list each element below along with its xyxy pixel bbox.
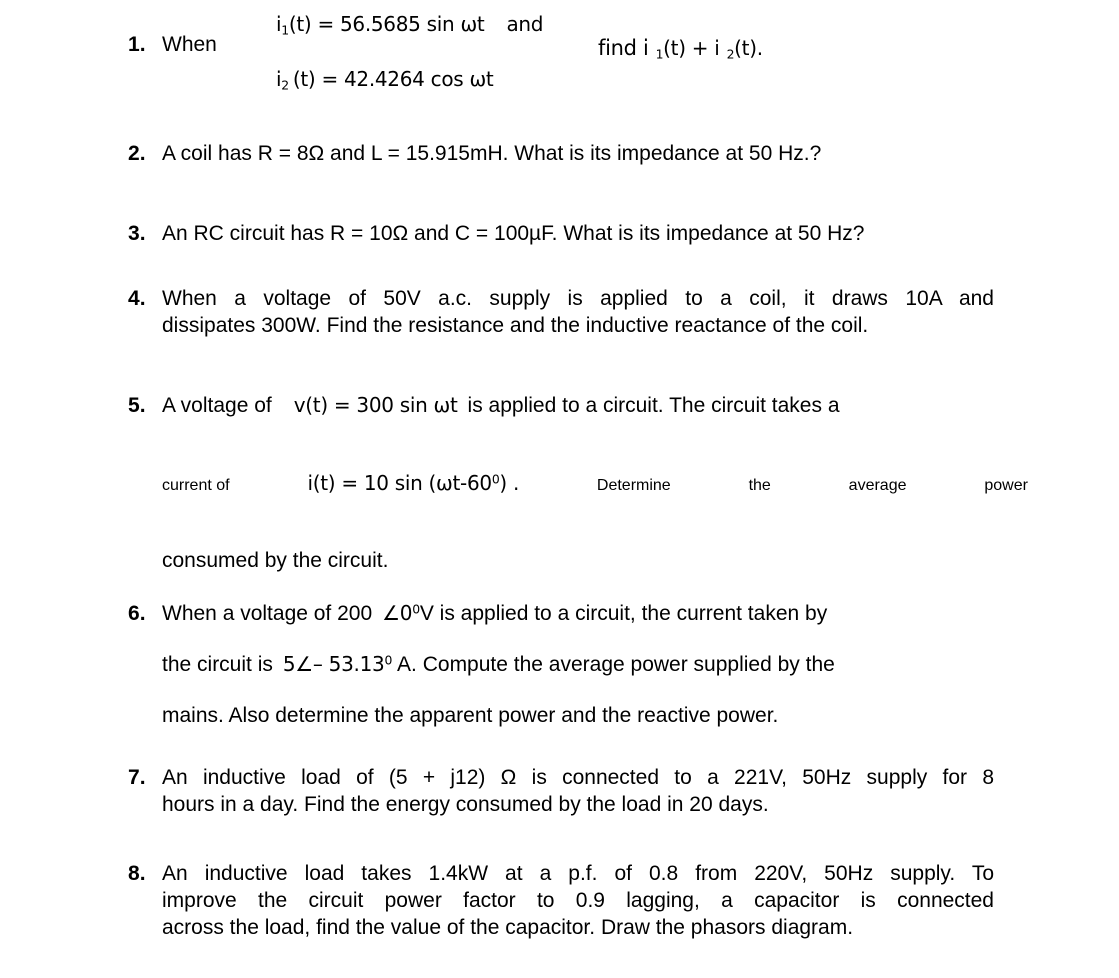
problem-5-equation-i-main: i(t) = 10 sin (ωt-60 [307, 471, 492, 495]
problem-2-text: A coil has R = 8Ω and L = 15.915mH. What is its impedance at 50 Hz.? [162, 142, 822, 165]
problem-number-1: 1. [128, 33, 146, 56]
problem-1-equation-1 [276, 12, 543, 36]
problem-5-word-determine: Determine [596, 477, 671, 494]
problem-4-body [162, 285, 994, 339]
problem-number-8: 8. [128, 862, 146, 885]
eq1-rest: (t) = 56.5685 sin ωt [288, 12, 485, 36]
problem-5-word-the: the [748, 477, 771, 494]
problem-6-line-1 [162, 600, 958, 627]
problem-7-line-2: hours in a day. Find the energy consumed by the load in 20 days. [162, 793, 769, 816]
problem-5-equation-i [307, 471, 519, 495]
problem-item-4 [128, 285, 994, 339]
problem-5-word-average: average [848, 477, 907, 494]
problem-5-line-1 [162, 392, 996, 419]
problem-item-6 [128, 600, 958, 729]
problem-4-line-2: dissipates 300W. Find the resistance and the inductive reactance of the coil. [162, 314, 869, 337]
problem-5-word-power: power [984, 477, 1028, 494]
eq2-rest: (t) = 42.4264 cos ωt [292, 67, 494, 91]
problem-6-angle-current-degree: 0 [384, 652, 393, 668]
problem-item-8 [128, 860, 994, 941]
eq2-subscript: 2 [281, 77, 289, 93]
problem-5-line-3: consumed by the circuit. [162, 549, 389, 572]
problem-6-line-2 [162, 651, 958, 678]
problem-6-angle-current [283, 652, 392, 676]
problem-6-line-2-pre: the circuit is [162, 653, 273, 676]
problem-6-line-2-post: A. Compute the average power supplied by the [397, 653, 835, 676]
problem-5-line-2-pre: current of [162, 477, 230, 494]
problem-6-angle-current-value: 5∠– 53.13 [282, 652, 385, 676]
find-end: (t). [734, 36, 763, 60]
problem-1-equation-2 [276, 67, 493, 91]
problem-number-3: 3. [128, 222, 146, 245]
problem-number-5: 5. [128, 394, 146, 417]
problem-item-5 [128, 392, 1028, 574]
problem-6-line-1-post: V is applied to a circuit, the current taken by [419, 602, 828, 625]
problem-1-lead-text: When [162, 33, 217, 56]
eq1-symbol: i [276, 12, 282, 36]
problem-item-1 [128, 8, 1058, 108]
eq2-symbol: i [276, 67, 282, 91]
problem-4-line-1: When a voltage of 50V a.c. supply is applied to a coil, it draws 10A and [162, 287, 994, 310]
find-label: find i [598, 36, 649, 60]
eq1-trailing: and [506, 12, 544, 36]
problem-item-3 [128, 220, 1028, 247]
problem-6-angle-voltage-value: ∠0 [382, 601, 413, 625]
problem-number-2: 2. [128, 142, 146, 165]
problem-6-angle-voltage [382, 601, 420, 625]
problem-number-6: 6. [128, 602, 146, 625]
problem-1-find-expression [598, 36, 763, 60]
problem-5-equation-i-end: ) . [499, 471, 520, 495]
problem-item-2 [128, 140, 1028, 167]
problem-8-line-2: improve the circuit power factor to 0.9 lagging, a capacitor is connected [162, 889, 994, 912]
problem-8-body [162, 860, 994, 941]
problem-6-angle-voltage-degree: 0 [412, 601, 420, 617]
problem-8-line-3: across the load, find the value of the capacitor. Draw the phasors diagram. [162, 916, 854, 939]
problem-3-text: An RC circuit has R = 10Ω and C = 100µF. What is its impedance at 50 Hz? [162, 222, 865, 245]
problem-6-line-3: mains. Also determine the apparent power and the reactive power. [162, 704, 779, 727]
problem-7-line-1: An inductive load of (5 + j12) Ω is connected to a 221V, 50Hz supply for 8 [162, 766, 994, 789]
problem-5-line-1-post: is applied to a circuit. The circuit takes a [467, 394, 840, 417]
eq1-subscript: 1 [281, 22, 289, 38]
problem-5-equation-i-degree: 0 [491, 471, 500, 487]
find-middle: (t) + i [663, 36, 720, 60]
problem-number-4: 4. [128, 287, 146, 310]
problem-5-equation-v: v(t) = 300 sin ωt [293, 393, 458, 417]
problem-item-7 [128, 764, 994, 818]
problem-8-line-1: An inductive load takes 1.4kW at a p.f. of 0.8 from 220V, 50Hz supply. To [162, 862, 994, 885]
problem-5-line-2 [162, 471, 1028, 495]
problem-6-line-1-pre: When a voltage of 200 [162, 602, 373, 625]
find-subscript-1: 1 [655, 46, 664, 62]
find-subscript-2: 2 [726, 46, 735, 62]
problem-7-body [162, 764, 994, 818]
problem-5-line-1-pre: A voltage of [162, 394, 272, 417]
problem-number-7: 7. [128, 766, 146, 789]
